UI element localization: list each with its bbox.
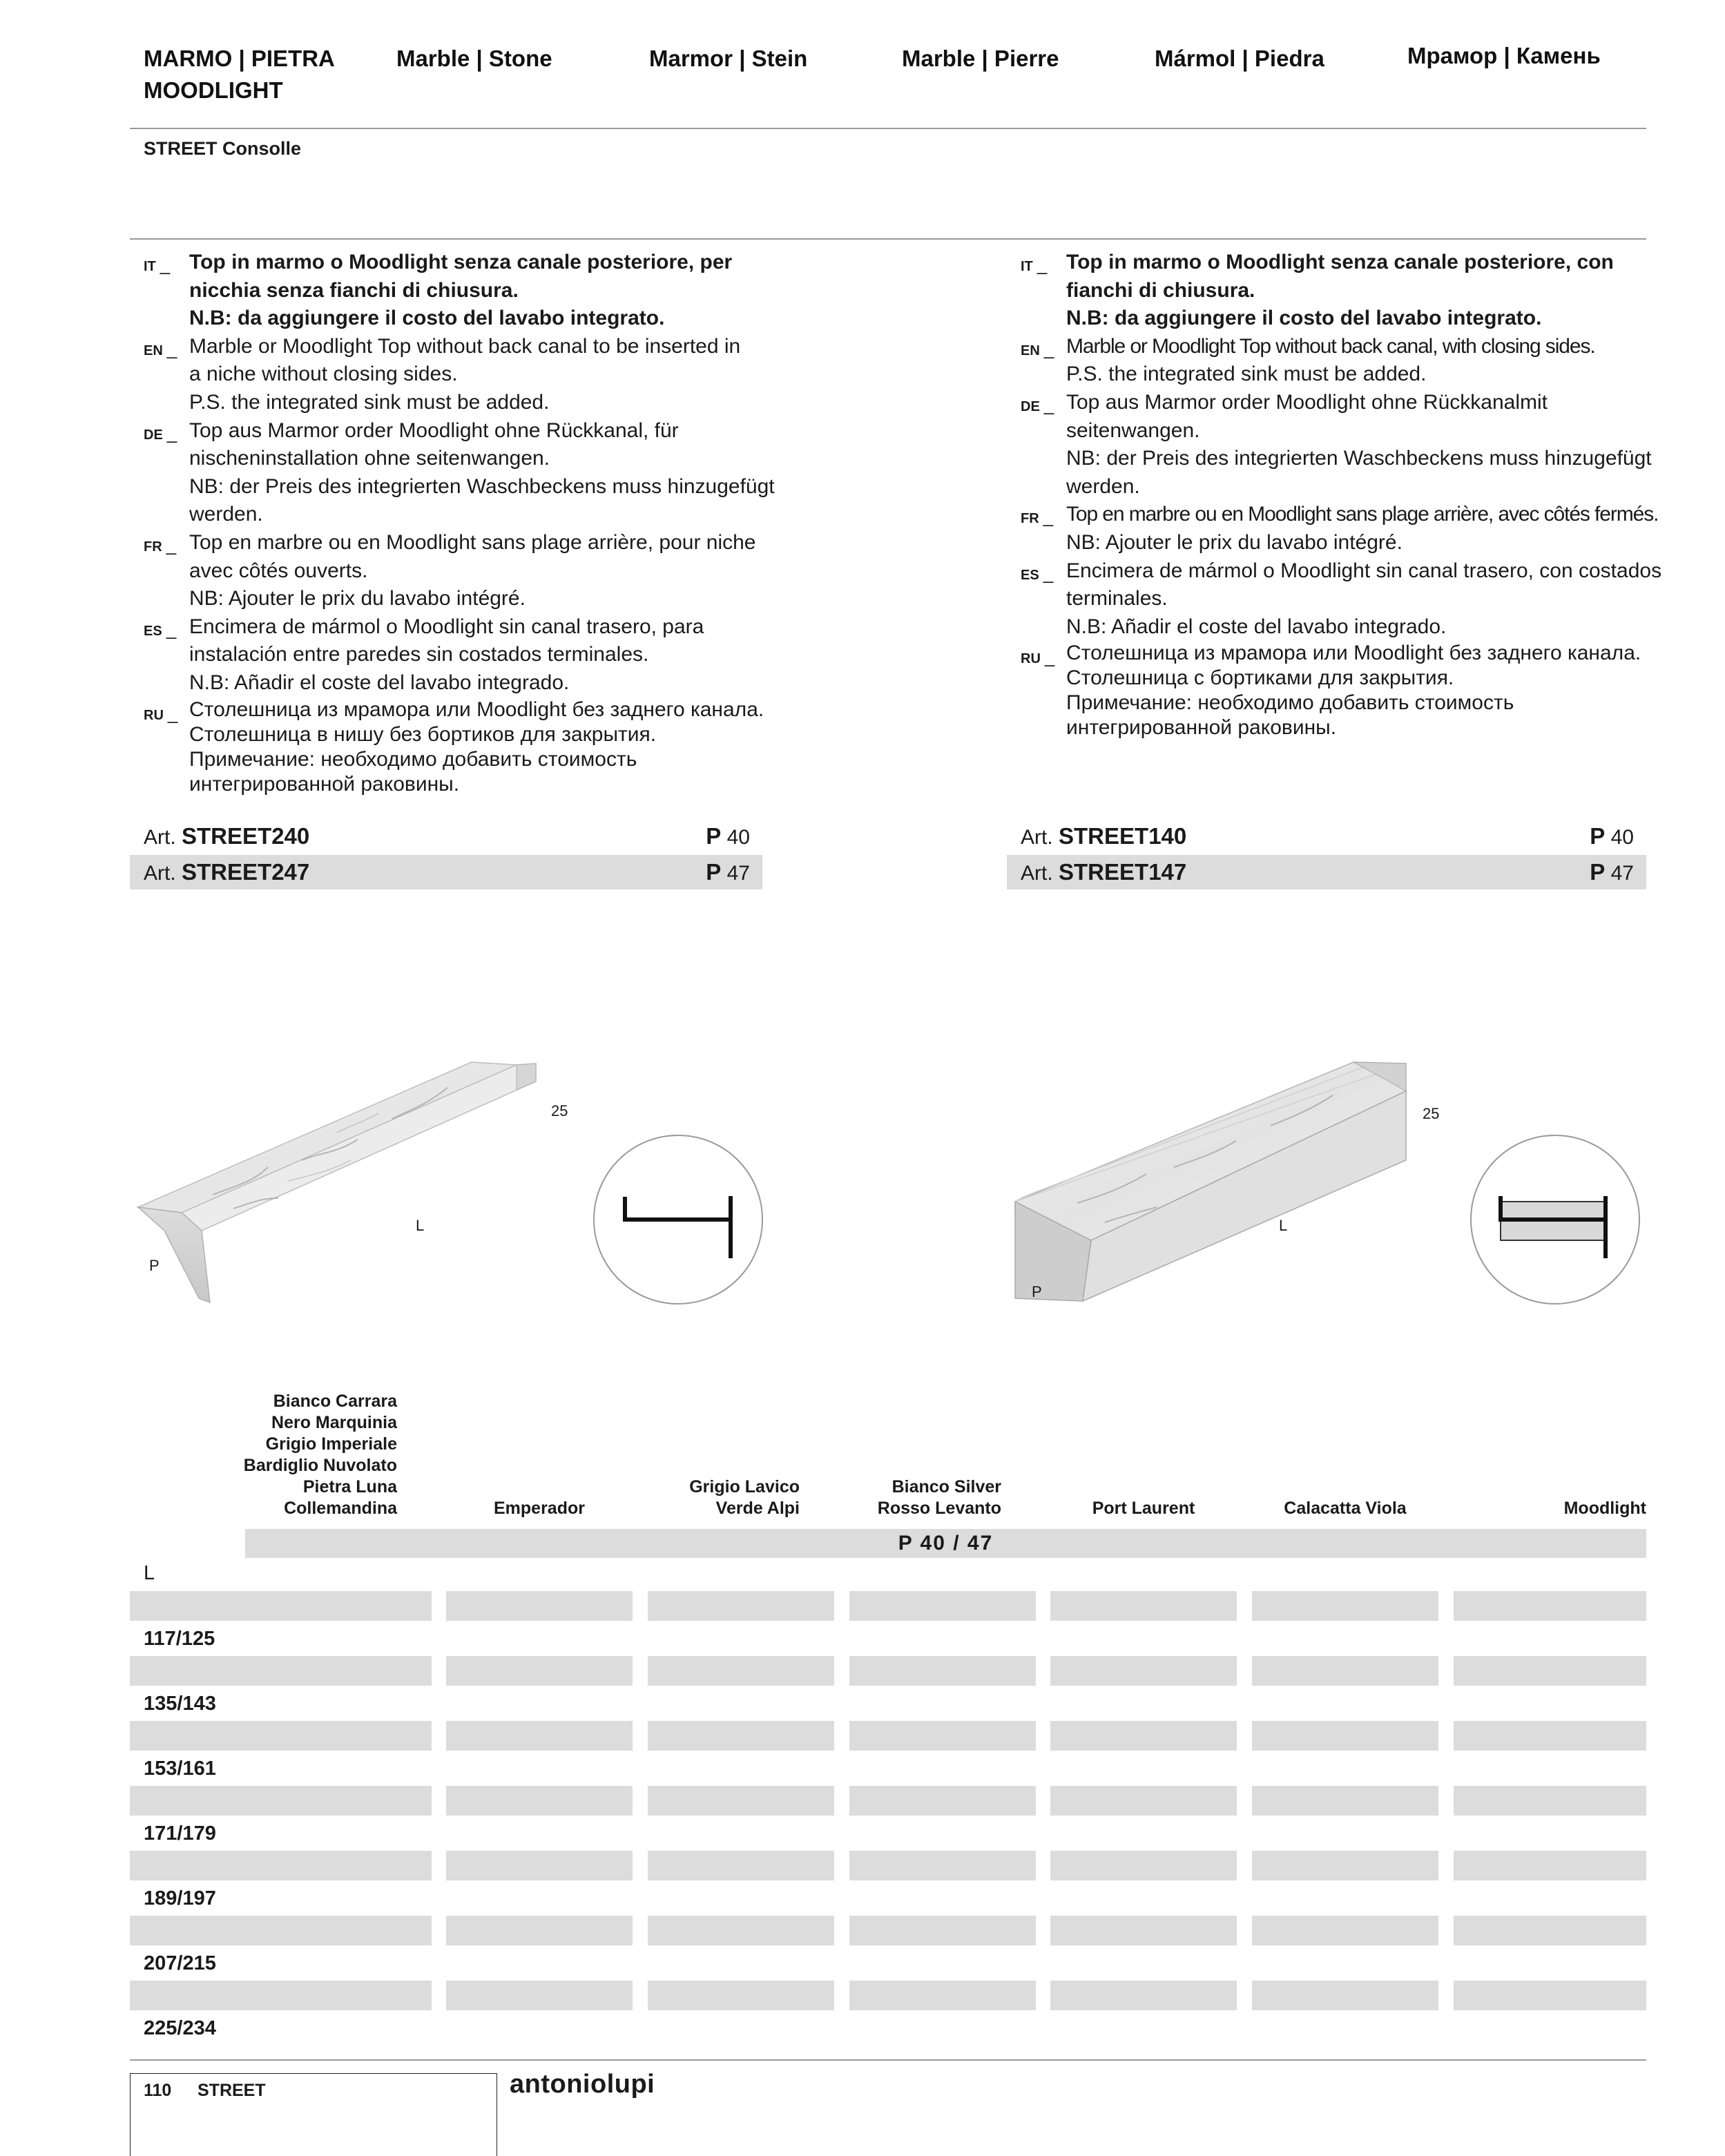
depth-value: 47 <box>1610 862 1634 885</box>
description-ru <box>144 697 786 797</box>
size-row-label: 207/215 <box>144 1952 216 1974</box>
price-cell <box>1454 1916 1646 1945</box>
brand-logo: antoniolupi <box>510 2070 655 2099</box>
price-cell <box>1454 1851 1646 1880</box>
article-code: STREET140 <box>1059 823 1187 849</box>
language-code-label: DE <box>144 427 163 443</box>
article-depth-group <box>706 859 750 885</box>
description-line: интегрированной раковины. <box>189 772 460 796</box>
price-cell <box>648 1656 834 1686</box>
language-code-label: RU <box>1021 651 1041 667</box>
code-separator: _ <box>1037 254 1048 275</box>
language-heading-line: Мрамор | Камень <box>1407 43 1601 68</box>
material-name: Calacatta Viola <box>1284 1499 1407 1518</box>
article-row <box>1007 819 1646 854</box>
code-separator: _ <box>1043 562 1054 584</box>
price-cell <box>1454 1656 1646 1686</box>
description-text <box>1066 501 1658 557</box>
left-depth-dimension: P <box>149 1257 160 1274</box>
price-cell <box>849 1591 1036 1621</box>
language-code <box>1021 333 1066 365</box>
description-line: Top aus Marmor order Moodlight ohne Rückkanal, für <box>189 418 679 442</box>
description-line: Top en marbre ou en Moodlight sans plage arrière, pour niche <box>189 530 756 554</box>
description-line: Marble or Moodlight Top without back canal to be inserted in <box>189 334 741 358</box>
article-code-group <box>1021 823 1186 849</box>
header-divider <box>130 128 1646 129</box>
material-name: Collemandina <box>284 1499 397 1518</box>
article-code-group <box>144 823 309 849</box>
description-fr <box>144 529 786 613</box>
footer-section: STREET <box>197 2081 266 2100</box>
section-divider <box>130 238 1646 240</box>
material-column-header <box>446 1498 633 1519</box>
price-cell <box>1050 1981 1237 2010</box>
size-row-label: 225/234 <box>144 2017 216 2039</box>
description-text <box>189 249 786 333</box>
description-it <box>1021 249 1656 333</box>
left-product-description <box>144 249 786 797</box>
price-cell <box>1050 1721 1237 1751</box>
depth-value: 40 <box>726 826 750 849</box>
size-row-band <box>130 1591 432 1621</box>
description-line: Encimera de mármol o Moodlight sin canal trasero, para <box>189 615 704 638</box>
description-de <box>1021 389 1656 501</box>
code-separator: _ <box>1043 338 1054 359</box>
material-name: Bardiglio Nuvolato <box>243 1456 397 1475</box>
description-line: интегрированной раковины. <box>1066 716 1337 740</box>
language-code <box>144 333 189 365</box>
depth-value: 40 <box>1610 826 1634 849</box>
code-separator: _ <box>1043 506 1054 528</box>
language-code-label: EN <box>144 343 163 358</box>
language-code-label: ES <box>1021 567 1039 583</box>
description-line: terminales. <box>1066 587 1168 610</box>
description-line: seitenwangen. <box>1066 418 1200 442</box>
price-cell <box>849 1851 1036 1880</box>
right-height-dimension: 25 <box>1423 1105 1440 1122</box>
size-row-band <box>130 1786 432 1816</box>
depth-value: 47 <box>726 862 750 885</box>
left-product-drawing <box>130 1050 572 1312</box>
language-code <box>144 613 189 646</box>
language-heading <box>396 43 552 75</box>
description-line: instalación entre paredes sin costados terminales. <box>189 643 649 666</box>
price-cell <box>446 1721 633 1751</box>
material-name: Verde Alpi <box>715 1499 800 1518</box>
language-heading <box>649 43 807 75</box>
description-it <box>144 249 786 333</box>
price-cell <box>1252 1786 1438 1816</box>
length-column-label: L <box>144 1562 155 1584</box>
price-cell <box>849 1916 1036 1945</box>
price-cell <box>648 1851 834 1880</box>
language-code-label: ES <box>144 623 162 639</box>
price-cell <box>849 1656 1036 1686</box>
description-text <box>189 333 786 417</box>
material-column-header <box>613 1476 800 1519</box>
price-cell <box>648 1786 834 1816</box>
description-line: nicchia senza fianchi di chiusura. <box>189 278 519 302</box>
price-cell <box>1252 1981 1438 2010</box>
price-cell <box>1050 1851 1237 1880</box>
price-cell <box>446 1916 633 1945</box>
language-heading-line: Marble | Stone <box>396 46 552 71</box>
left-length-dimension: L <box>416 1217 425 1234</box>
description-line: P.S. the integrated sink must be added. <box>189 390 550 414</box>
language-heading <box>902 43 1059 75</box>
description-line: werden. <box>189 503 263 526</box>
language-heading <box>1407 40 1601 72</box>
description-text <box>189 417 786 529</box>
description-text <box>189 697 786 797</box>
size-row-label: 135/143 <box>144 1693 216 1715</box>
description-line: N.B: da aggiungere il costo del lavabo integrato. <box>1066 307 1542 330</box>
size-row-label: 171/179 <box>144 1822 216 1845</box>
right-section-detail-icon <box>1469 1134 1641 1305</box>
right-length-dimension: L <box>1279 1217 1288 1234</box>
footer-divider <box>130 2059 1646 2061</box>
description-line: N.B: da aggiungere il costo del lavabo integrato. <box>189 307 665 330</box>
page-subtitle: STREET Consolle <box>144 138 302 159</box>
language-code <box>1021 501 1066 533</box>
article-row <box>130 855 762 889</box>
code-separator: _ <box>1044 646 1055 668</box>
material-name: Moodlight <box>1563 1499 1646 1518</box>
price-cell <box>1050 1591 1237 1621</box>
description-text <box>1066 641 1656 740</box>
size-row-label: 117/125 <box>144 1628 215 1650</box>
depth-label: P <box>1590 823 1606 849</box>
depth-label: P <box>706 859 722 885</box>
description-line: N.B: Añadir el coste del lavabo integrado. <box>189 671 570 694</box>
description-line: Encimera de mármol o Moodlight sin canal trasero, con costados <box>1066 559 1662 582</box>
language-code-label: FR <box>1021 511 1039 527</box>
language-heading-line: MOODLIGHT <box>144 77 283 103</box>
description-text <box>189 529 786 613</box>
left-section-detail-icon <box>592 1134 764 1305</box>
article-prefix: Art. <box>1021 826 1053 849</box>
price-cell <box>1050 1656 1237 1686</box>
language-code-label: IT <box>1021 259 1033 274</box>
size-row-band <box>130 1721 432 1751</box>
description-text <box>1066 333 1656 389</box>
code-separator: _ <box>166 422 177 443</box>
depth-label: P <box>706 823 722 849</box>
code-separator: _ <box>166 338 177 359</box>
price-cell <box>1252 1591 1438 1621</box>
description-line: NB: der Preis des integrierten Waschbeckens muss hinzugefügt <box>1066 447 1652 470</box>
size-row-band <box>130 1656 432 1686</box>
price-cell <box>446 1591 633 1621</box>
material-name: Nero Marquinia <box>271 1413 397 1432</box>
size-row-band <box>130 1916 432 1945</box>
price-cell <box>849 1786 1036 1816</box>
description-line: Столешница из мрамора или Moodlight без заднего канала. <box>1066 642 1641 665</box>
code-separator: _ <box>166 618 177 639</box>
language-code <box>1021 389 1066 421</box>
language-code-label: DE <box>1021 398 1040 414</box>
language-code-label: RU <box>144 707 164 723</box>
description-line: Примечание: необходимо добавить стоимость <box>189 747 637 771</box>
description-line: P.S. the integrated sink must be added. <box>1066 363 1427 386</box>
price-cell <box>1252 1916 1438 1945</box>
description-de <box>144 417 786 529</box>
language-heading-line: Marmor | Stein <box>649 46 808 71</box>
size-row-label: 189/197 <box>144 1887 216 1909</box>
description-line: nischeninstallation ohne seitenwangen. <box>189 447 550 470</box>
right-product-drawing <box>1008 1050 1423 1326</box>
price-cell <box>1050 1916 1237 1945</box>
material-column-header <box>211 1391 397 1519</box>
language-code-label: EN <box>1021 343 1040 358</box>
article-depth-group <box>1590 823 1634 849</box>
description-line: werden. <box>1066 474 1140 498</box>
article-prefix: Art. <box>144 826 176 849</box>
depth-label: P <box>1590 859 1606 885</box>
price-cell <box>446 1656 633 1686</box>
description-line: a niche without closing sides. <box>189 363 458 386</box>
description-text <box>1066 389 1656 501</box>
language-code <box>144 697 189 730</box>
footer-box <box>130 2073 497 2156</box>
description-line: fianchi di chiusura. <box>1066 278 1255 302</box>
price-cell <box>1252 1851 1438 1880</box>
article-code: STREET240 <box>182 823 310 849</box>
code-separator: _ <box>166 534 177 555</box>
article-row <box>1007 855 1646 889</box>
size-row-label: 153/161 <box>144 1758 216 1780</box>
language-code-label: IT <box>144 259 156 274</box>
code-separator: _ <box>167 702 178 724</box>
price-cell <box>648 1981 834 2010</box>
material-name: Grigio Imperiale <box>265 1434 397 1454</box>
description-text <box>1066 249 1656 333</box>
language-code <box>144 249 189 281</box>
description-line: avec côtés ouverts. <box>189 559 368 582</box>
description-line: Столешница с бортиками для закрытия. <box>1066 666 1454 690</box>
size-row-band <box>130 1981 432 2010</box>
price-cell <box>1050 1786 1237 1816</box>
description-text <box>189 613 786 697</box>
description-line: Top en marbre ou en Moodlight sans plage arrière, avec côtés fermés. <box>1066 503 1659 526</box>
description-en <box>1021 333 1656 389</box>
language-heading-line: Mármol | Piedra <box>1155 46 1324 71</box>
description-line: NB: Ajouter le prix du lavabo intégré. <box>189 587 526 610</box>
material-name: Port Laurent <box>1092 1499 1195 1518</box>
price-cell <box>446 1981 633 2010</box>
material-name: Pietra Luna <box>302 1477 397 1496</box>
price-cell <box>648 1591 834 1621</box>
description-text <box>1066 557 1661 642</box>
article-code: STREET247 <box>182 859 310 885</box>
material-column-header <box>815 1476 1001 1519</box>
language-code <box>144 529 189 561</box>
article-code-group <box>144 859 309 885</box>
description-line: Примечание: необходимо добавить стоимость <box>1066 691 1514 715</box>
language-heading-line: MARMO | PIETRA <box>144 46 335 71</box>
description-line: Top in marmo o Moodlight senza canale posteriore, per <box>189 251 733 273</box>
price-cell <box>1454 1721 1646 1751</box>
material-name: Grigio Lavico <box>689 1477 800 1496</box>
material-name: Bianco Silver <box>892 1477 1001 1496</box>
language-heading <box>144 43 335 106</box>
price-cell <box>1454 1591 1646 1621</box>
description-line: Столешница из мрамора или Moodlight без заднего канала. <box>189 697 764 721</box>
material-column-header <box>1454 1498 1646 1519</box>
language-heading <box>1155 43 1324 75</box>
description-es <box>144 613 786 697</box>
price-cell <box>849 1981 1036 2010</box>
left-height-dimension: 25 <box>551 1102 568 1119</box>
material-name: Rosso Levanto <box>877 1499 1001 1518</box>
material-column-header <box>1050 1498 1237 1519</box>
language-code <box>1021 641 1066 673</box>
size-row-band <box>130 1851 432 1880</box>
code-separator: _ <box>1043 394 1054 415</box>
price-cell <box>446 1851 633 1880</box>
language-heading-line: Marble | Pierre <box>902 46 1059 71</box>
material-column-header <box>1252 1498 1438 1519</box>
language-code <box>1021 557 1066 590</box>
price-cell <box>1252 1656 1438 1686</box>
article-code: STREET147 <box>1059 859 1187 885</box>
article-depth-group <box>706 823 750 849</box>
language-code-label: FR <box>144 539 162 555</box>
description-line: Marble or Moodlight Top without back canal, with closing sides. <box>1066 334 1595 358</box>
description-line: NB: der Preis des integrierten Waschbeckens muss hinzugefügt <box>189 474 775 498</box>
article-row <box>130 819 762 854</box>
description-line: NB: Ajouter le prix du lavabo intégré. <box>1066 530 1403 554</box>
price-cell <box>446 1786 633 1816</box>
price-cell <box>648 1721 834 1751</box>
description-line: Top aus Marmor order Moodlight ohne Rückkanalmit <box>1066 390 1548 414</box>
language-code <box>144 417 189 450</box>
right-depth-dimension: P <box>1032 1283 1042 1300</box>
article-prefix: Art. <box>144 862 176 885</box>
description-en <box>144 333 786 417</box>
description-line: N.B: Añadir el coste del lavabo integrado. <box>1066 615 1447 638</box>
article-depth-group <box>1590 859 1634 885</box>
page-number: 110 <box>144 2081 172 2100</box>
price-cell <box>1454 1981 1646 2010</box>
description-es <box>1021 557 1662 642</box>
description-line: Top in marmo o Moodlight senza canale posteriore, con <box>1066 251 1614 273</box>
depth-band: P 40 / 47 <box>245 1529 1646 1558</box>
description-fr <box>1021 501 1659 557</box>
code-separator: _ <box>160 254 171 275</box>
material-name: Emperador <box>494 1499 585 1518</box>
price-cell <box>1252 1721 1438 1751</box>
description-line: Столешница в нишу без бортиков для закрытия. <box>189 722 657 746</box>
price-cell <box>849 1721 1036 1751</box>
description-ru <box>1021 641 1656 740</box>
price-cell <box>648 1916 834 1945</box>
article-code-group <box>1021 859 1186 885</box>
language-code <box>1021 249 1066 281</box>
material-name: Bianco Carrara <box>273 1392 397 1411</box>
article-prefix: Art. <box>1021 862 1053 885</box>
right-product-description <box>1021 249 1662 740</box>
price-cell <box>1454 1786 1646 1816</box>
